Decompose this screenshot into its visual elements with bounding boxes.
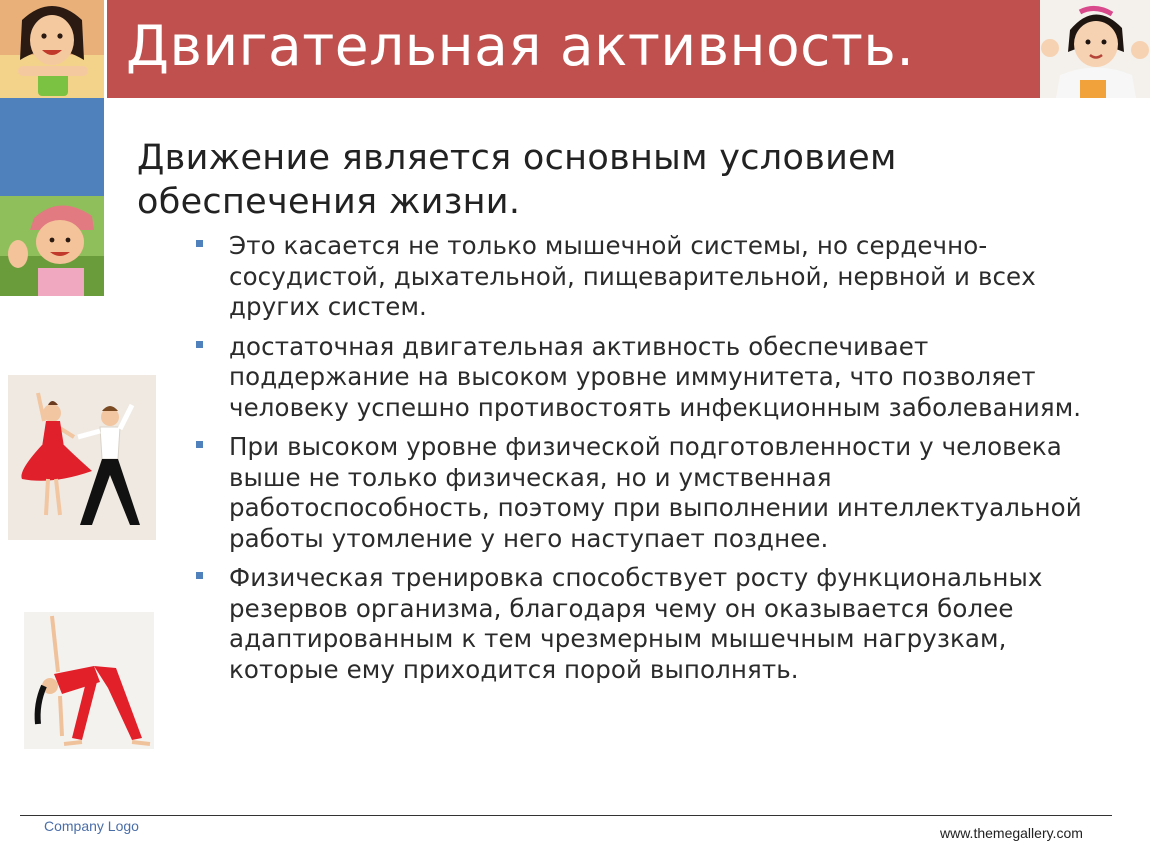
bullet-square-icon: [196, 341, 203, 348]
child-hat-photo-image: [0, 196, 104, 296]
website-url: www.themegallery.com: [940, 825, 1083, 841]
bullet-item: [196, 332, 1096, 424]
bullet-text: достаточная двигательная активность обеспечивает поддержание на высоком уровне иммунитета, что позволяет человеку успешно противостоять инфекционным заболеваниям.: [229, 331, 1082, 422]
child-photo-top-right: [1040, 0, 1150, 98]
footer-divider: [20, 815, 1112, 816]
dancers-photo-image: [8, 375, 156, 540]
yoga-pose-photo: [24, 612, 154, 749]
bullet-square-icon: [196, 240, 203, 247]
bullet-text: Физическая тренировка способствует росту функциональных резервов организма, благодаря чему он оказывается более адаптированным к тем чрезмерным мышечным нагрузкам, которые ему приходится порой выполнять.: [229, 563, 1043, 684]
bullet-square-icon: [196, 572, 203, 579]
bullet-text: Это касается не только мышечной системы, но сердечно-сосудистой, дыхательной, пищеварительной, нервной и всех других систем.: [229, 231, 1036, 321]
slide-title: Двигательная активность.: [126, 14, 915, 78]
child-hat-photo: [0, 196, 104, 296]
blue-accent-block: [0, 98, 104, 196]
bullet-item: [196, 231, 1096, 323]
dancers-photo: [8, 375, 156, 540]
bullet-list: [196, 231, 1096, 694]
bullet-item: [196, 563, 1096, 685]
child-photo-top-left-image: [0, 0, 104, 98]
bullet-text: При высоком уровне физической подготовленности у человека выше не только физическая, но и умственная работоспособность, поэтому при выполнении интеллектуальной работы утомление у него наступает позднее.: [229, 432, 1082, 553]
company-logo-text: Company Logo: [44, 818, 139, 834]
yoga-pose-photo-image: [24, 612, 154, 749]
main-heading: Движение является основным условием обеспечения жизни.: [137, 138, 897, 222]
bullet-square-icon: [196, 441, 203, 448]
child-photo-top-left: [0, 0, 104, 98]
bullet-item: [196, 432, 1096, 554]
child-photo-top-right-image: [1040, 0, 1150, 98]
